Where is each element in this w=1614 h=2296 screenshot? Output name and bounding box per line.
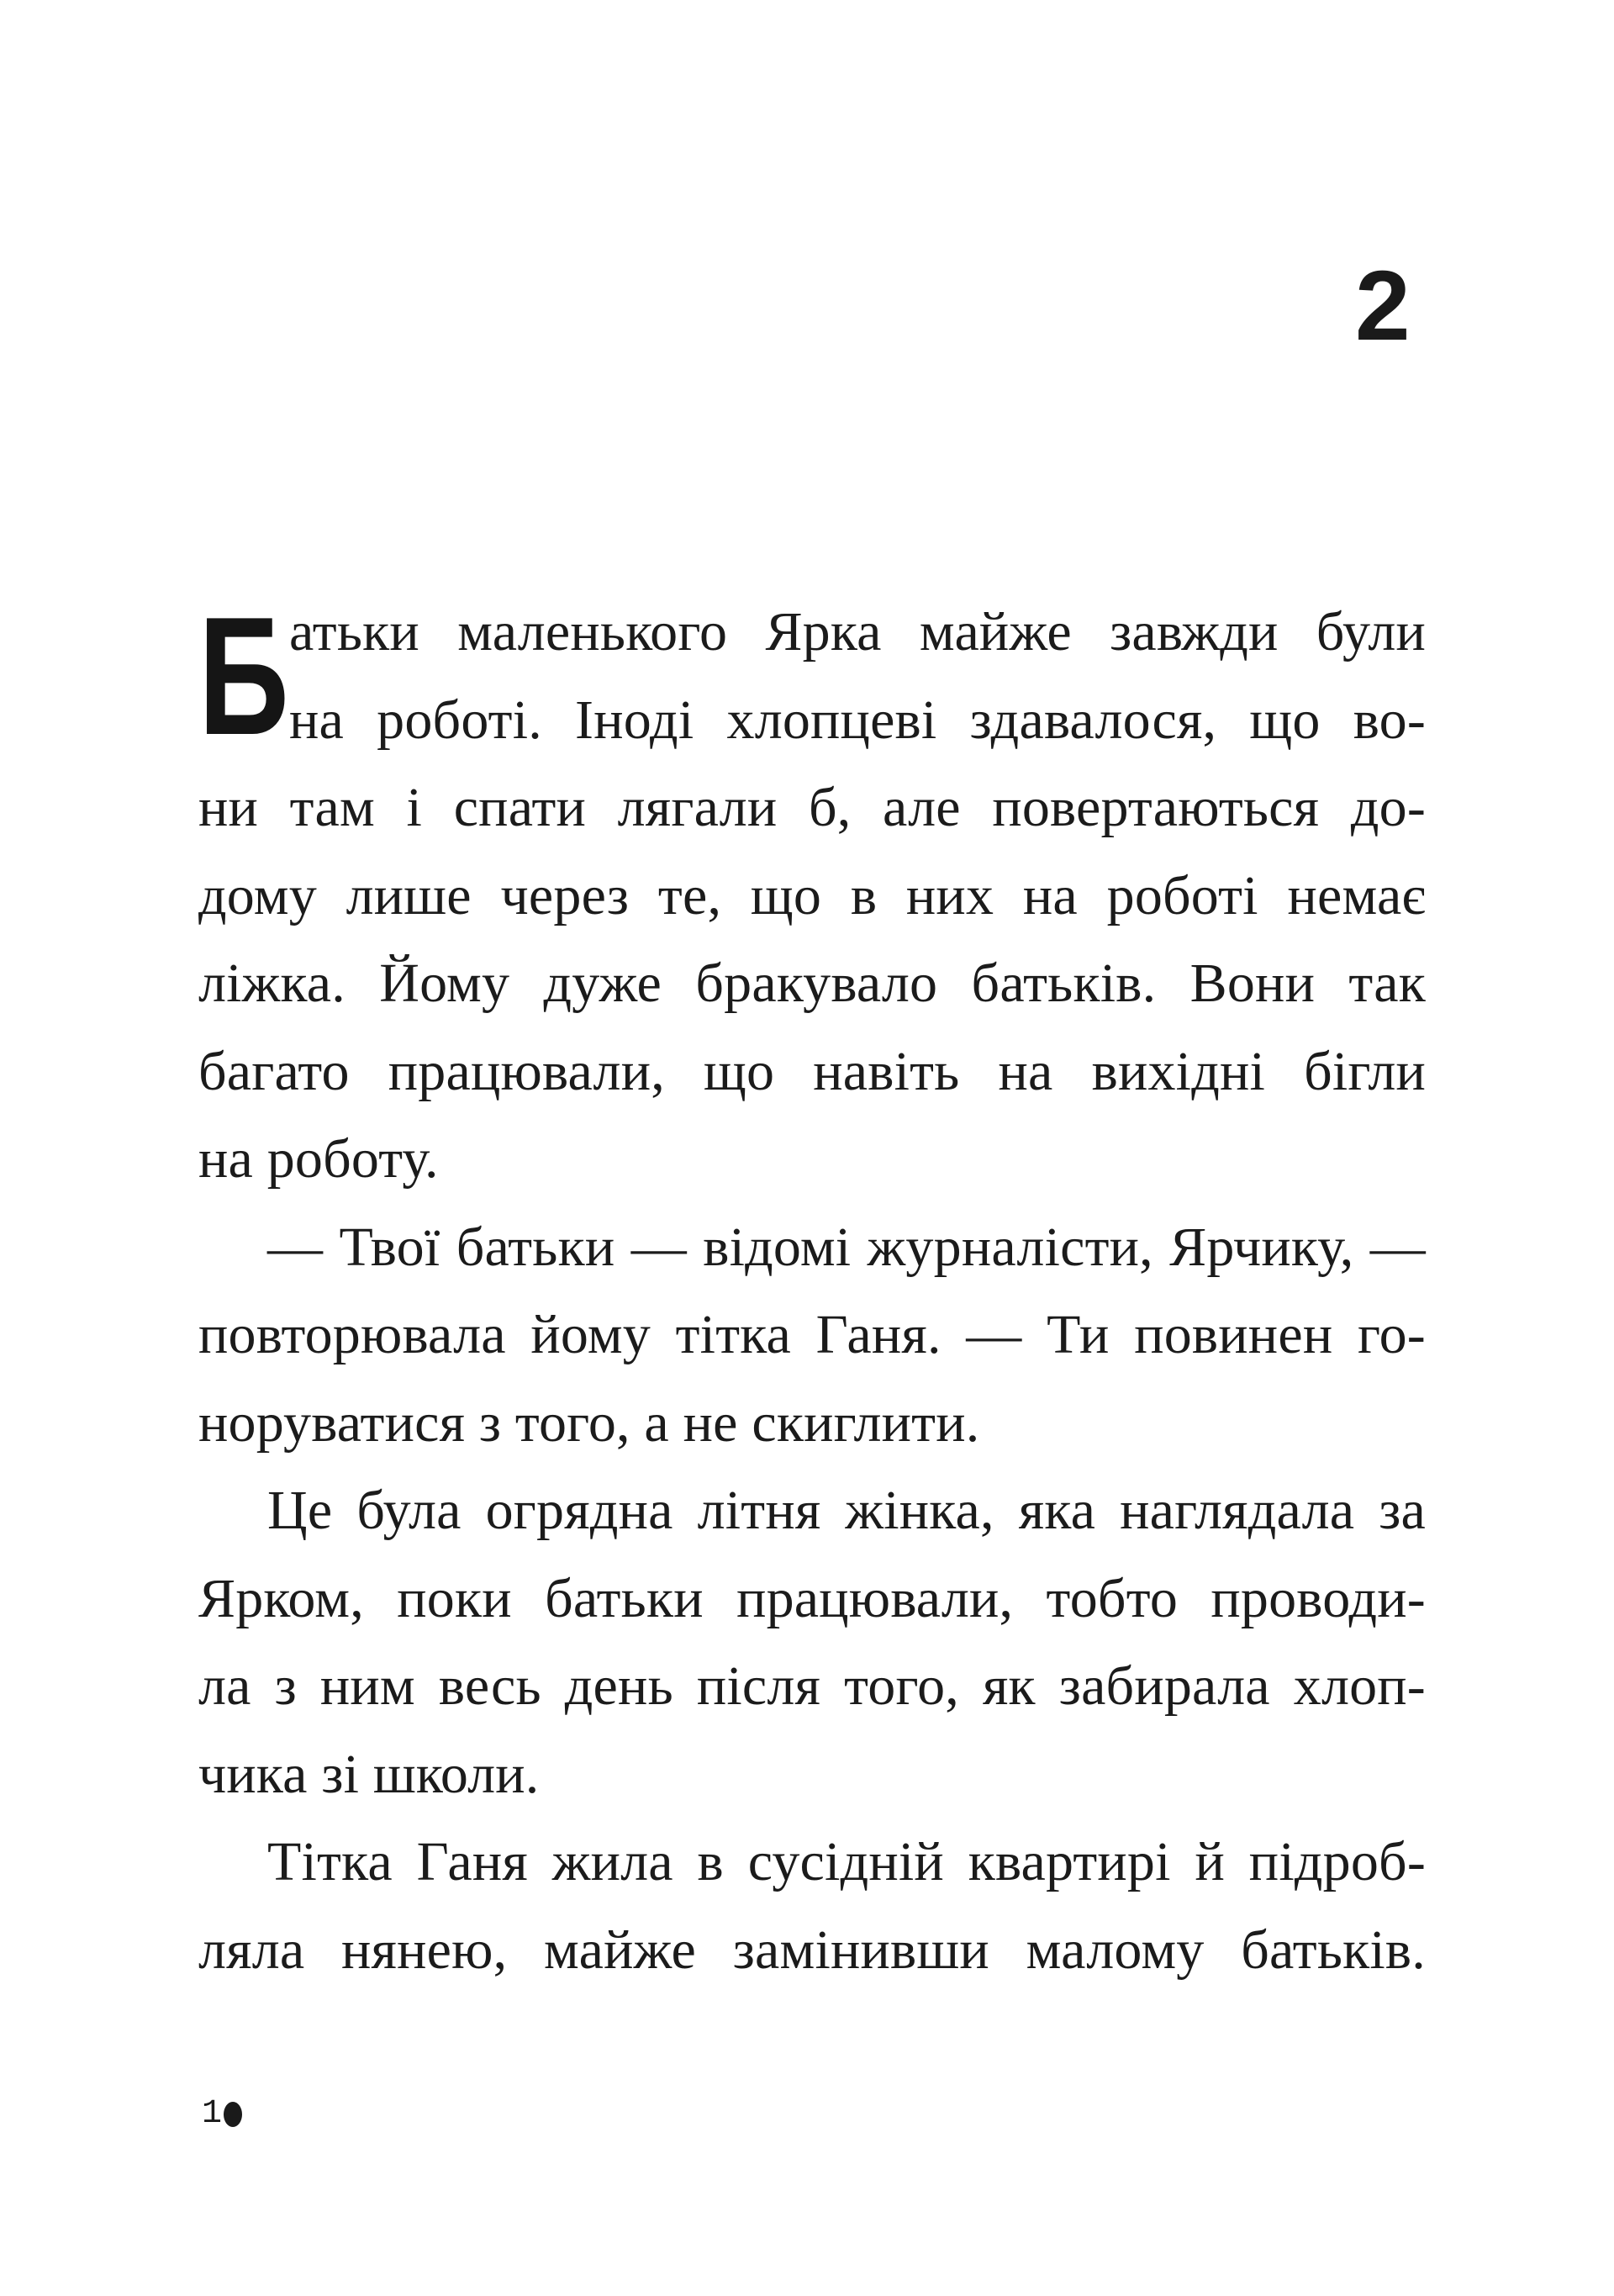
chapter-number: 2 (1355, 251, 1411, 362)
text-line: повторювала йому тітка Ганя. — Ти повинен го- (198, 1304, 1426, 1365)
page-number-digit: 1 (202, 2095, 223, 2133)
paragraph-start-line: Тітка Ганя жила в сусідній квартирі й підроб- (267, 1831, 1426, 1892)
text-line: ла з ним весь день після того, як забирала хлоп- (198, 1655, 1426, 1717)
text-line: ни там і спати лягали б, але повертаються до- (198, 777, 1426, 838)
text-line: багато працювали, що навіть на вихідні бігли (198, 1040, 1426, 1102)
page-number (202, 2095, 242, 2133)
page-number-zero-dot-icon (224, 2102, 242, 2127)
text-line: чика зі школи. (198, 1743, 540, 1805)
text-line: норуватися з того, а не скиглити. (198, 1391, 980, 1454)
drop-cap: Б (198, 583, 289, 770)
text-line: на роботі. Іноді хлопцеві здавалося, що во- (289, 689, 1426, 751)
paragraph-start-line: Це була огрядна літня жінка, яка наглядала за (267, 1480, 1426, 1541)
text-line: Ярком, поки батьки працювали, тобто проводи- (198, 1567, 1426, 1629)
dialogue-line: — Твої батьки — відомі журналісти, Ярчику, — (267, 1216, 1426, 1278)
text-line: ляла нянею, майже замінивши малому батьків. (198, 1919, 1426, 1981)
text-line: ліжка. Йому дуже бракувало батьків. Вони так (198, 953, 1426, 1014)
chapter-body (198, 583, 1426, 1994)
text-line: на роботу. (198, 1128, 439, 1190)
text-line: атьки маленького Ярка майже завжди були (289, 601, 1426, 662)
text-line: дому лише через те, що в них на роботі немає (198, 864, 1426, 926)
